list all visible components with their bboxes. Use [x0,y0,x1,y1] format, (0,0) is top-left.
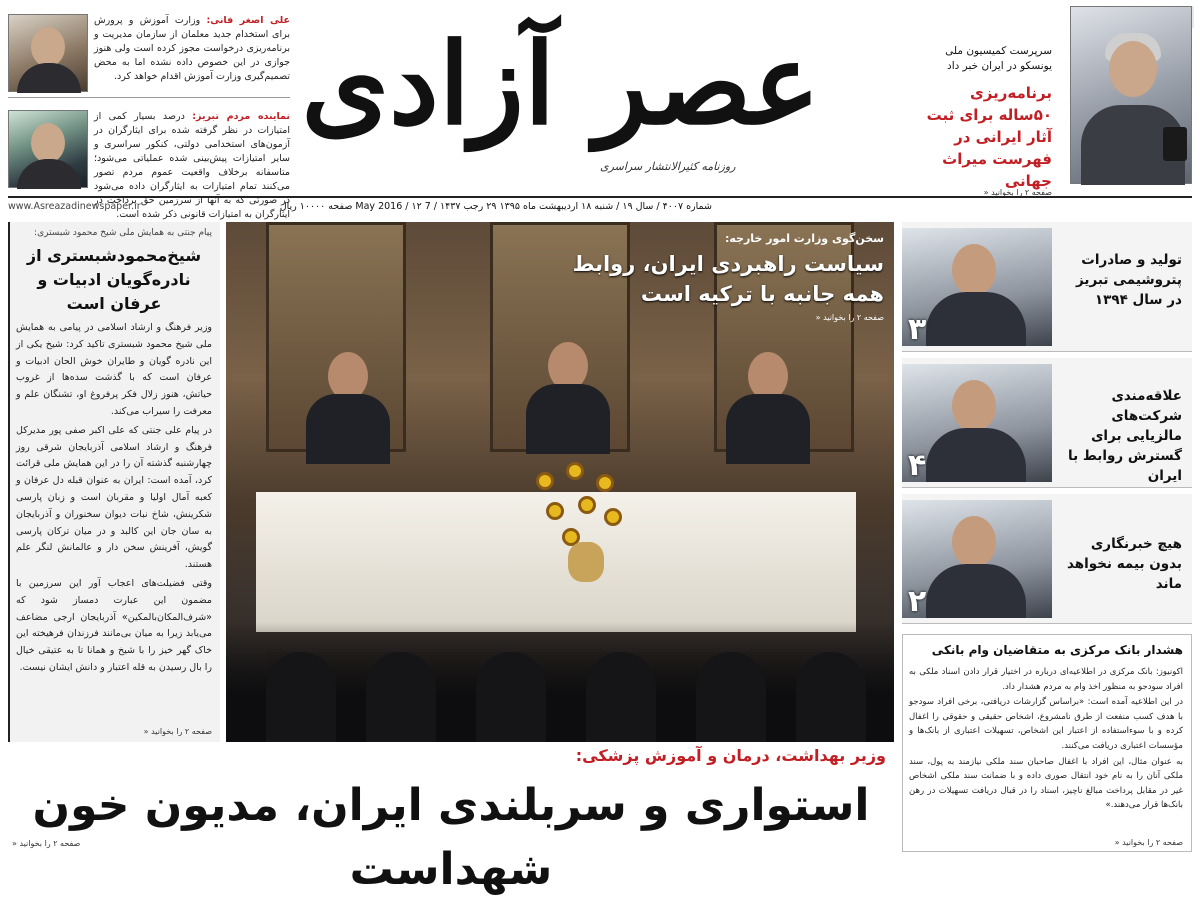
issue-dateline: شماره ۴۰۰۷ / سال ۱۹ / شنبه ۱۸ اردیبهشت ماه ۱۳۹۵ ۲۹ رجب ۱۴۳۷ / 7 May 2016 / ۱۲ صفحه ۱۰۰۰۰ ریال [279,201,712,212]
article-paragraph: وزیر فرهنگ و ارشاد اسلامی در پیامی به همایش ملی شیخ محمود شبستری تاکید کرد: شیخ یکی از این نادره گویان و طایران خوش الحان ادبیات و عرفان است که با گذشت سده‌ها از غروب حیاتش، هنوز زلال فکر پرفروغ او، تشنگان علم و معرفت را سیراب می‌کند. [16,322,212,417]
feature-unesco[interactable] [840,6,1192,198]
feature-photo [1070,6,1192,184]
bank-paragraph: در این اطلاعیه آمده است: «براساس گزارشات دریافتی، برخی افراد سودجو با هدف کسب منفعت از طرق نامشروع، اشخاص حقیقی و حقوقی را اغفال کرده و با سوءاستفاده از اعتبار این اشخاص، تسهیلات اعتباری از بانک‌ها و مؤسسات اعتباری دریافت می‌کنند. [909,697,1183,751]
right-story-page-number: ۳ [908,312,927,347]
main-story-page-ref[interactable]: صفحه ۲ را بخوانید « [815,313,884,322]
speaker-left-image [306,352,390,464]
speaker-right-image [726,352,810,464]
brief-body: درصد بسیار کمی از امتیازات در نظر گرفته شده برای ایثارگران در آزمون‌های استخدامی دولتی، کنکور سراسری و سایر امتیازات پیش‌بینی شده عملیاتی می‌شود؛ متاسفانه برخلاف واقعیت عموم مردم تصور می‌کنند تمام امتیازات به ایثارگران داده می‌شود در صورتی که به آنها از سرزمین حق پرداخت در ایثارگران به امتیازات قانونی ذکر شده است. [94,111,290,220]
bottom-story-kicker: وزیر بهداشت، درمان و آموزش پزشکی: [575,746,886,765]
right-story-page-number: ۲ [908,584,927,619]
right-story-malaysia[interactable] [902,358,1192,488]
bank-warning-article[interactable] [902,634,1192,852]
newspaper-logo: عصر آزادی [301,19,820,150]
main-story[interactable] [226,222,894,742]
main-story-title: سیاست راهبردی ایران، روابط همه جانبه با ترکیه است [572,252,884,306]
main-story-kicker: سخن‌گوی وزارت امور خارجه: [724,232,884,245]
article-kicker: پیام جنتی به همایش ملی شیخ محمود شبستری: [34,228,212,238]
brief-photo [8,110,88,188]
bank-paragraph: اکونیوز: بانک مرکزی در اطلاعیه‌ای درباره در اختیار قرار دادن اسناد ملکی به افراد سودجو به منظور اخذ وام به مردم هشدار داد. [909,667,1183,692]
right-story-petrochemical[interactable] [902,222,1192,352]
article-paragraph: وقتی فضیلت‌های اعجاب آور این سرزمین با مضمون این عبارت دمساز شود که «شرف‌المکان‌بالمکین» آذربایجان ارجی مضاعف می‌یابد زیرا به میان بی‌مانند فرزندان فرهیخته این خاک گهر خیز را با شیخ و همانا تا به عتیقی خیال را بال رسیدن به قله اعتبار و دانش ایشان نیست. [16,577,212,673]
speaker-center-image [526,342,610,454]
brief-body: وزارت آموزش و پرورش برای استخدام جدید معلمان از سازمان مدیریت و برنامه‌ریزی درخواست مجوز کرده است ولی هنوز جوازی در این خصوص داده نشده اما به محض تصمیم‌گیری وزارت آموزش اقدام خواهد کرد. [94,15,290,82]
bottom-story-page-ref[interactable]: صفحه ۲ را بخوانید « [12,839,81,848]
right-story-title: هیچ خبرنگاری بدون بیمه نخواهد ماند [1066,536,1182,592]
bank-paragraph: به عنوان مثال، این افراد با اغفال صاحبان سند ملکی نیازمند به پول، سند ملکی آنان را به نام خود انتقال صوری داده و با ضمانت سند ملکی اشخاص غیر در مقابل پرداخت مبالغ ناچیز، اسناد را در قبال دریافت تسهیلات در رهن بانک‌ها قرار می‌دهند.» [909,756,1183,811]
feature-page-ref[interactable]: صفحه ۲ را بخوانید « [983,188,1052,197]
article-title: شیخ‌محمود‌شبستری از نادره‌گویان ادبیات و عرفان است [26,246,202,313]
audience-image [226,622,894,742]
vase-image [568,542,604,582]
article-body [16,320,212,679]
brief-name: نماینده مردم تبریز: [192,111,290,122]
feature-kicker: سرپرست کمیسیون ملی یونسکو در ایران خبر داد [945,45,1052,72]
right-story-title: علاقه‌مندی شرکت‌های مالزیایی برای گسترش روابط با ایران [1068,388,1182,484]
article-shabestari[interactable] [8,222,220,742]
newspaper-subtitle: روزنامه کثیرالانتشار سراسری [600,160,736,173]
main-story-text [554,232,884,322]
right-story-title: تولید و صادرات پتروشیمی تبریز در سال ۱۳۹۴ [1075,252,1182,308]
brief-name: علی اصغر فانی: [206,15,290,26]
bank-article-body [909,665,1183,814]
bank-page-ref[interactable]: صفحه ۲ را بخوانید « [1114,838,1183,847]
right-story-journalists[interactable] [902,494,1192,624]
feature-title: برنامه‌ریزی ۵۰ساله برای ثبت آثار ایرانی در فهرست میراث جهانی [926,84,1052,190]
brief-fani[interactable] [8,6,290,98]
website-link[interactable]: www.Asreazadinewspaper.ir [8,201,141,212]
article-paragraph: در پیام علی جنتی که علی اکبر صفی پور مدیرکل فرهنگ و ارشاد اسلامی آذربایجان شرقی روز چهارشنبه گذشته آن را در این همایش ملی قرائت کرد، آمده است: ایران به عنوان قبله دل عرفان و کعبه آمال اولیا و مقربان است و زبان پارسی شکرینش، شاخ نبات دیوان سخنوران و آذربایجان به سان جان این کالبد و در میان ترکان پارسی گویش، آفرینش سخن دار و عالمانش لنگر علم هستند. [16,424,212,571]
article-page-ref[interactable]: صفحه ۲ را بخوانید « [143,727,212,736]
brief-text [94,14,290,84]
bottom-headline-story[interactable] [8,746,894,895]
brief-photo [8,14,88,92]
masthead [300,0,840,196]
date-bar [8,196,1192,216]
bank-article-title: هشدار بانک مرکزی به متقاضیان وام بانکی [931,643,1183,657]
right-story-page-number: ۴ [908,448,927,483]
bottom-story-title: استواری و سربلندی ایران، مدیون خون شهداست [32,780,870,895]
